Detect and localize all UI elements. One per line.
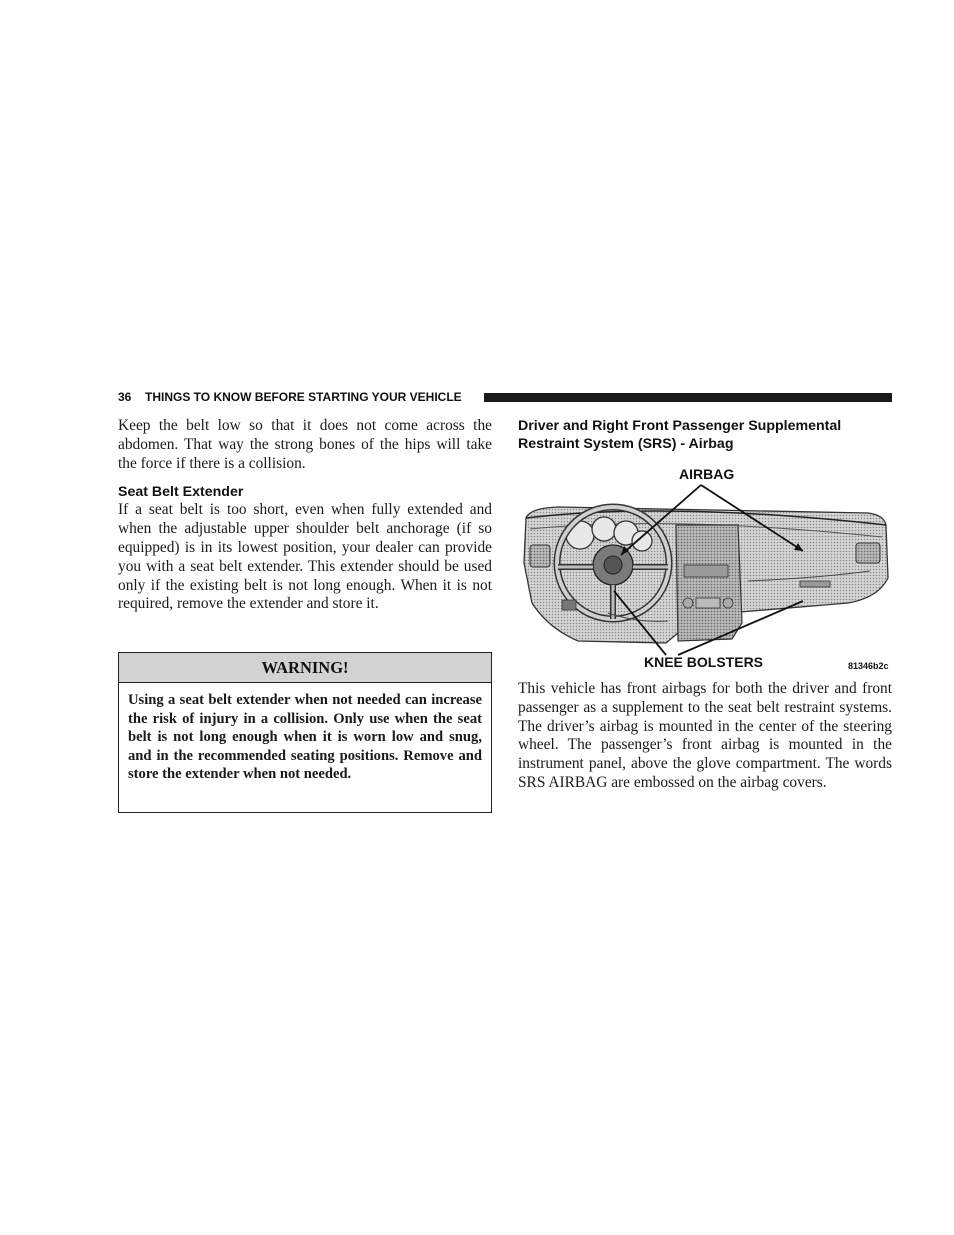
figure-code: 81346b2c xyxy=(848,661,889,671)
page-number: 36 xyxy=(118,390,132,404)
warning-text: Using a seat belt extender when not needed can increase the risk of injury in a collision. Only use when the seat belt is not long enough when it is worn low and snug, and in the recommended seating positions. Remove and store the extender when not needed. xyxy=(128,692,482,783)
right-column xyxy=(518,417,892,453)
knee-bolsters-label: KNEE BOLSTERS xyxy=(644,654,764,670)
section-title: THINGS TO KNOW BEFORE STARTING YOUR VEHICLE xyxy=(145,390,462,404)
left-vent xyxy=(530,545,550,567)
airbag-label: AIRBAG xyxy=(679,466,735,482)
warning-title: WARNING! xyxy=(119,653,491,683)
dashboard-illustration xyxy=(518,463,892,675)
right-vent xyxy=(856,543,880,563)
airbag-text-block xyxy=(518,680,892,793)
left-column xyxy=(118,417,492,614)
intro-paragraph: Keep the belt low so that it does not come across the abdomen. That way the strong bones of the hips will take the force if there is a collision. xyxy=(118,417,492,472)
gauge-center xyxy=(592,517,616,541)
warning-box xyxy=(118,652,492,813)
extender-paragraph: If a seat belt is too short, even when fully extended and when the adjustable upper shoulder belt anchorage (if so equipped) is in its lowest position, your dealer can provide you with a seat belt extender. This extender should be used only if the existing belt is not long enough. When it is not required, remove the extender and store it. xyxy=(118,501,492,613)
page-header xyxy=(118,389,892,405)
airbag-paragraph: This vehicle has front airbags for both the driver and front passenger as a supplement to the seat belt restraint systems. The driver’s airbag is mounted in the center of the steering wheel. The passenger’s front airbag is mounted in the instrument panel, above the glove compartment. The words SRS AIRBAG are embossed on the airbag covers. xyxy=(518,680,892,791)
seat-belt-extender-heading: Seat Belt Extender xyxy=(118,484,244,501)
dashboard-figure xyxy=(518,463,892,675)
airbag-heading: Driver and Right Front Passenger Supplemental Restraint System (SRS) - Airbag xyxy=(518,418,842,452)
header-rule xyxy=(484,393,892,402)
center-stack xyxy=(676,525,742,641)
